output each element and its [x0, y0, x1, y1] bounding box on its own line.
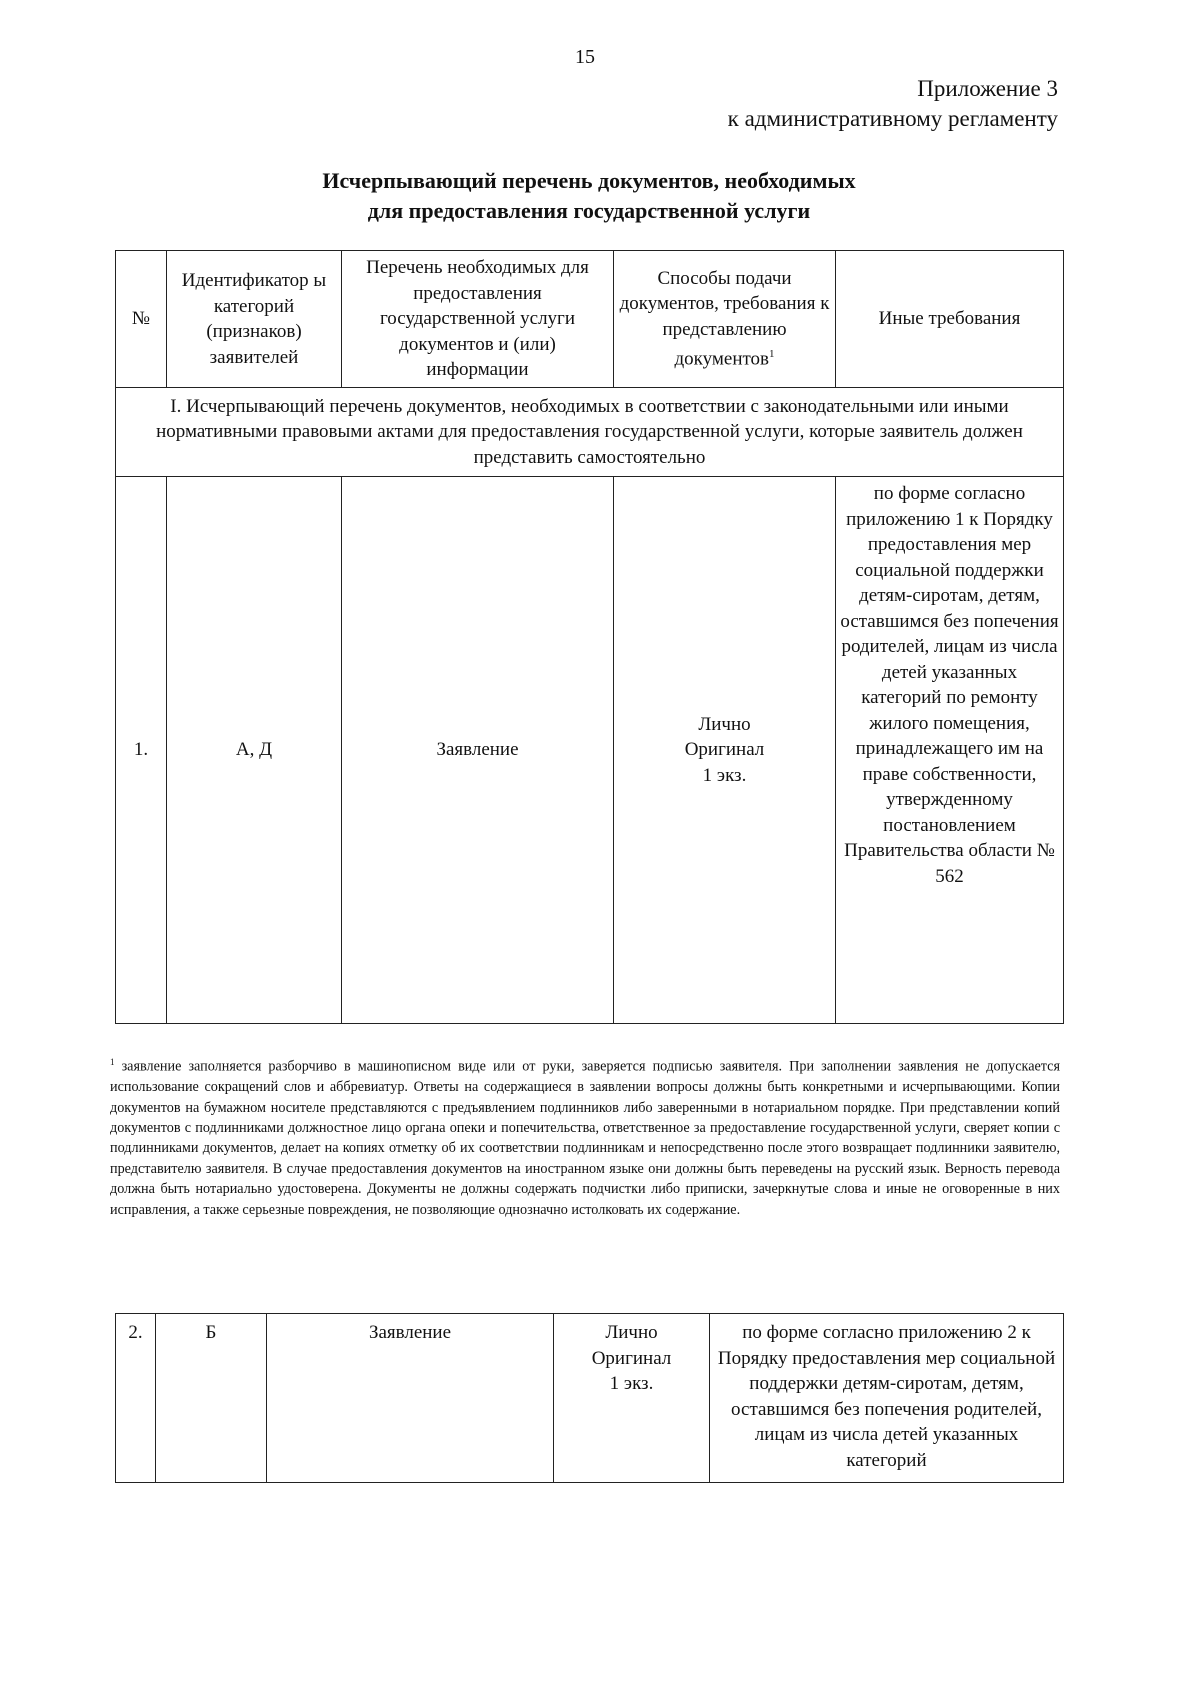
method-line: Лично [698, 713, 751, 735]
header-other: Иные требования [836, 251, 1064, 388]
footnote-mark: 1 [769, 348, 775, 361]
footnote [110, 1052, 1060, 1220]
header-number: № [116, 251, 167, 388]
row-requirements: по форме согласно приложению 2 к Порядку предоставления мер социальной поддержки детям-сиротам, детям, оставшимся без попечения родителей, лицам из числа детей указанных категорий [710, 1314, 1064, 1483]
document-title [115, 166, 1063, 226]
row-number: 1. [116, 477, 167, 1024]
table-row [116, 477, 1064, 1024]
method-line: 1 экз. [702, 764, 747, 786]
footnote-text: заявление заполняется разборчиво в машинописном виде или от руки, заверяется подписью заявителя. При заполнении заявления не допускается использование сокращений слов и аббревиатур. Ответы на содержащиеся в заявлении вопросы должны быть конкретными и исчерпывающими. Копии документов на бумажном носителе представляются с предъявлением подлинников либо заверенными в нотариальном порядке. При представлении копий документов с подлинниками должностное лицо органа опеки и попечительства, ответственное за предоставление государственной услуги, сверяет копии с подлинниками документов, делает на копиях отметку об их соответствии подлинникам и непосредственно после этого возвращает подлинники заявителю, представителю заявителя. В случае предоставления документов на иностранном языке они должны быть переведены на русский язык. Верность перевода должна быть нотариально удостоверена. Документы не должны содержать подчистки либо приписки, зачеркнутые слова и иные не оговоренные в них исправления, а также серьезные повреждения, не позволяющие однозначно истолковать их содержание. [110, 1058, 1060, 1218]
header-method [614, 251, 836, 388]
method-line: Оригинал [591, 1347, 672, 1369]
row-document: Заявление [267, 1314, 554, 1483]
row-document: Заявление [342, 477, 614, 1024]
page-number: 15 [575, 46, 595, 68]
title-line-2: для предоставления государственной услуги [367, 198, 811, 223]
row-method [614, 477, 836, 1024]
row-number: 2. [116, 1314, 156, 1483]
footnote-mark: 1 [110, 1057, 115, 1067]
method-line: Лично [605, 1322, 658, 1343]
appendix-reference: к административному регламенту [727, 106, 1058, 131]
row-requirements: по форме согласно приложению 1 к Порядку предоставления мер социальной поддержки детям-сиротам, детям, оставшимся без попечения родителей, лицам из числа детей указанных категорий по ремонту жилого помещения, принадлежащего им на праве собственности, утвержденному постановлением Правительства области № 562 [836, 477, 1064, 1024]
header-method-text: Способы подачи документов, требования к представлению документов [619, 267, 830, 370]
appendix-heading [728, 74, 1058, 134]
title-line-1: Исчерпывающий перечень документов, необходимых [322, 168, 856, 193]
row-category: Б [156, 1314, 267, 1483]
method-line: Оригинал [684, 739, 765, 761]
appendix-number: Приложение 3 [917, 76, 1058, 101]
row-method [554, 1314, 710, 1483]
documents-table [115, 250, 1064, 1024]
header-category: Идентификатор ы категорий (признаков) заявителей [167, 251, 342, 388]
section-row [116, 388, 1064, 477]
method-line: 1 экз. [609, 1373, 654, 1394]
table-row [116, 1314, 1064, 1483]
section-heading: I. Исчерпывающий перечень документов, необходимых в соответствии с законодательными или иными нормативными правовыми актами для предоставления государственной услуги, которые заявитель должен представить самостоятельно [116, 388, 1064, 477]
table-header-row [116, 251, 1064, 388]
documents-table-continued [115, 1313, 1064, 1483]
header-documents: Перечень необходимых для предоставления государственной услуги документов и (или) информации [342, 251, 614, 388]
row-category: А, Д [167, 477, 342, 1024]
